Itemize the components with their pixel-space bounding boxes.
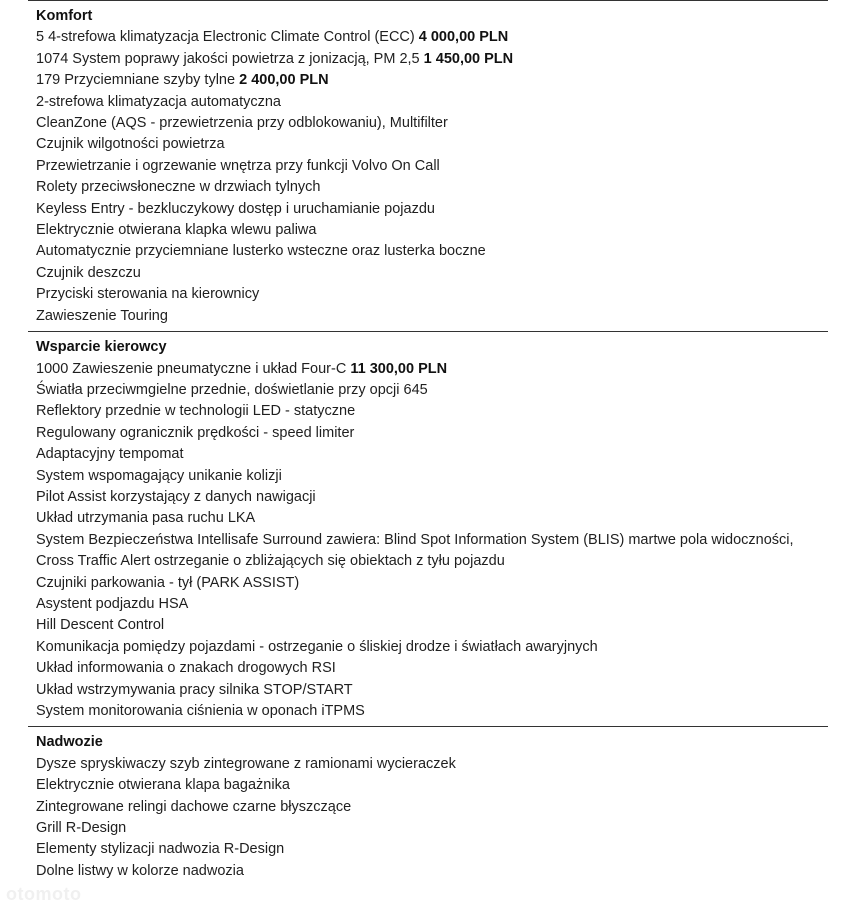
list-item: 2-strefowa klimatyzacja automatyczna: [36, 93, 281, 110]
list-item: Zawieszenie Touring: [36, 307, 168, 324]
list-item: [28, 49, 828, 70]
section-komfort: [28, 0, 828, 331]
list-item: System wspomagający unikanie kolizji: [36, 467, 282, 484]
section-nadwozie: [28, 726, 828, 886]
list-item: Elementy stylizacji nadwozia R-Design: [36, 841, 285, 858]
list-item: Czujnik wilgotności powietrza: [36, 136, 225, 153]
list-item: CleanZone (AQS - przewietrzenia przy odblokowaniu), Multifilter: [36, 115, 448, 132]
list-item: System Bezpieczeństwa Intellisafe Surround zawiera: Blind Spot Information System (BLIS) martwe pola widoczności, Cross Traffic Alert ostrzeganie o zbliżających się obiektach z tyłu pojazdu: [36, 531, 794, 570]
item-price: 4 000,00 PLN: [418, 29, 509, 46]
list-item: Keyless Entry - bezkluczykowy dostęp i uruchamianie pojazdu: [36, 200, 435, 217]
item-text: 1000 Zawieszenie pneumatyczne i układ Four-C: [36, 360, 347, 377]
list-item: Elektrycznie otwierana klapa bagażnika: [36, 777, 290, 794]
list-item: Dysze spryskiwaczy szyb zintegrowane z ramionami wycieraczek: [36, 755, 456, 772]
list-item: Adaptacyjny tempomat: [36, 446, 184, 463]
section-wsparcie-kierowcy: [28, 331, 828, 726]
list-item: Światła przeciwmgielne przednie, doświetlanie przy opcji 645: [36, 381, 428, 398]
item-text: 179 Przyciemniane szyby tylne: [36, 72, 236, 89]
list-item: Komunikacja pomiędzy pojazdami - ostrzeganie o śliskiej drodze i światłach awaryjnych: [36, 638, 598, 655]
list-item: Dolne listwy w kolorze nadwozia: [36, 862, 244, 879]
list-item: Układ utrzymania pasa ruchu LKA: [36, 510, 256, 527]
list-item: Pilot Assist korzystający z danych nawigacji: [36, 488, 316, 505]
list-item: Układ informowania o znakach drogowych RSI: [36, 660, 336, 677]
list-item: [28, 359, 828, 380]
watermark: otomoto: [6, 884, 82, 904]
list-item: [28, 27, 828, 48]
list-item: Przyciski sterowania na kierownicy: [36, 286, 260, 303]
list-item: System monitorowania ciśnienia w oponach iTPMS: [36, 703, 365, 719]
list-item: Przewietrzanie i ogrzewanie wnętrza przy funkcji Volvo On Call: [36, 157, 440, 174]
section-title: Komfort: [36, 8, 93, 24]
list-item: Reflektory przednie w technologii LED - statyczne: [36, 403, 356, 420]
item-price: 11 300,00 PLN: [350, 360, 448, 377]
section-title: Nadwozie: [36, 734, 103, 751]
list-item: Czujniki parkowania - tył (PARK ASSIST): [36, 574, 300, 591]
list-item: Regulowany ogranicznik prędkości - speed limiter: [36, 424, 355, 441]
item-price: 2 400,00 PLN: [239, 72, 329, 89]
item-text: 1074 System poprawy jakości powietrza z jonizacją, PM 2,5: [36, 50, 420, 67]
list-item: [28, 70, 828, 91]
section-title: Wsparcie kierowcy: [36, 339, 167, 356]
list-item: Rolety przeciwsłoneczne w drzwiach tylnych: [36, 179, 321, 196]
list-item: Asystent podjazdu HSA: [36, 595, 189, 612]
list-item: Elektrycznie otwierana klapka wlewu paliwa: [36, 222, 317, 239]
list-item: Grill R-Design: [36, 820, 127, 837]
list-item: Czujnik deszczu: [36, 264, 141, 281]
item-text: 5 4-strefowa klimatyzacja Electronic Climate Control (ECC): [36, 29, 415, 46]
list-item: Hill Descent Control: [36, 617, 165, 634]
list-item: Zintegrowane relingi dachowe czarne błyszczące: [36, 798, 352, 815]
list-item: Automatycznie przyciemniane lusterko wsteczne oraz lusterka boczne: [36, 243, 486, 260]
item-price: 1 450,00 PLN: [423, 50, 514, 67]
list-item: Układ wstrzymywania pracy silnika STOP/START: [36, 681, 353, 698]
equipment-list: [28, 0, 828, 886]
